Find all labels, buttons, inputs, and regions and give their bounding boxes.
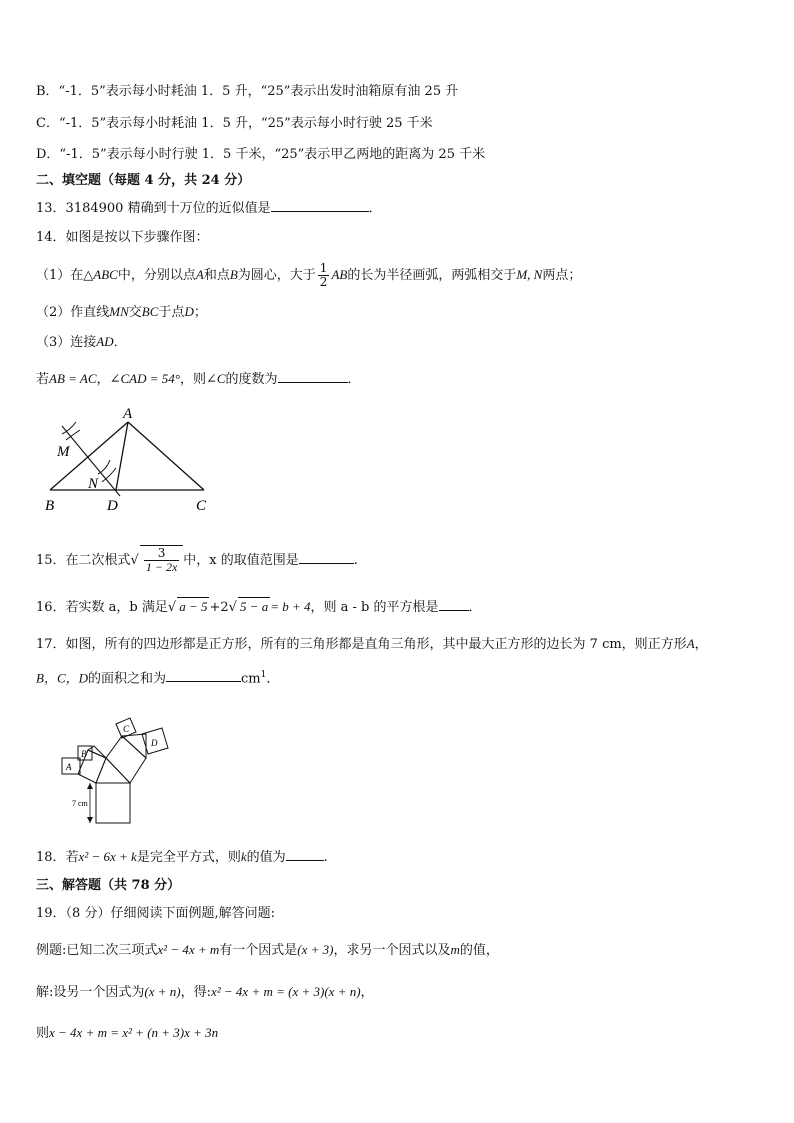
q18-end: .: [323, 850, 328, 865]
q16-a: 16．若实数 a，b 满足: [36, 600, 168, 615]
label-m: M: [57, 444, 70, 460]
triangle-left: [88, 746, 106, 758]
q14-segment-ab: AB: [331, 267, 348, 282]
q14-cond-end: ．: [347, 372, 361, 387]
q14-frac-num: 1: [319, 261, 328, 275]
label-side-length: 7 cm: [72, 799, 88, 808]
q14-cond-c: ，则: [179, 372, 206, 387]
q14-step1-c: 和点: [203, 268, 230, 283]
q16-radical-1: √: [167, 600, 177, 615]
q16-radicand-2: 5 − a: [239, 599, 269, 614]
label-square-b: B: [81, 749, 87, 759]
q14-step2-c: 于点: [158, 305, 185, 320]
section-3-title: 三、解答题（共 78 分）: [36, 878, 181, 893]
q14-cond-a: 若: [36, 372, 50, 387]
q19-ex-factor: (x + 3): [297, 942, 334, 957]
section-2-title: 二、填空题（每题 4 分，共 24 分）: [36, 173, 251, 188]
q17-answer-blank[interactable]: [166, 669, 241, 682]
q17-squares-figure: [50, 710, 190, 828]
q17-squares-bcd: B，C，D: [36, 670, 89, 686]
q16-b: ，则 a - b 的平方根是: [310, 600, 439, 615]
q14-cond-angle: ∠CAD = 54°: [109, 371, 180, 386]
q13-answer-blank[interactable]: [271, 199, 369, 212]
q14-step1: [36, 262, 581, 289]
q19-intro: 19．（8 分）仔细阅读下面例题,解答问题:: [36, 906, 275, 921]
label-n: N: [88, 476, 99, 492]
q14-step2-a: （2）作直线: [36, 305, 110, 320]
q19-sol-c: ，: [360, 985, 374, 1000]
q18-b: 是完全平方式，则: [136, 850, 241, 865]
q14-triangle: △ABC: [83, 267, 118, 282]
q19-then-a: 则: [36, 1026, 50, 1041]
q14-step2-d: ；: [193, 305, 207, 320]
q15-fraction: [144, 547, 179, 574]
q16-plus2: +2: [209, 600, 229, 615]
q15-b: 中，x 的取值范围是: [183, 553, 299, 568]
q15-num: 3: [144, 547, 179, 561]
q19-solution: [36, 983, 374, 1002]
q19-ex-b: 有一个因式是: [219, 943, 298, 958]
q14-step2: [36, 303, 207, 322]
q18-a: 18．若: [36, 850, 79, 865]
q19-ex-m: m: [450, 942, 460, 957]
q17-text-1-end: ，: [694, 637, 708, 652]
q14-step1-a: （1）在: [36, 268, 84, 283]
q16-rhs: = b + 4: [270, 599, 311, 614]
q14-segment-bc: BC: [141, 304, 159, 319]
segment-ad-line: [116, 422, 128, 490]
q15-a: 15．在二次根式: [36, 553, 131, 568]
q14-point-a: A: [195, 267, 204, 282]
label-square-a: A: [66, 762, 72, 772]
q13-text: 13．3184900 精确到十万位的近似值是: [36, 201, 271, 216]
q16-end: ．: [468, 600, 482, 615]
q14-point-d: D: [184, 304, 194, 319]
option-d: D．“-1．5”表示每小时行驶 1．5 千米，“25”表示甲乙两地的距离为 25 千米: [36, 147, 486, 162]
q14-step1-e: 的长为半径画弧，两弧相交于: [347, 268, 517, 283]
question-18: [36, 848, 328, 867]
q14-step1-f: 两点；: [542, 268, 582, 283]
q17-unit: cm: [241, 671, 261, 687]
q19-then-eq: x − 4x + m = x² + (n + 3)x + 3n: [49, 1025, 219, 1040]
q19-ex-expr: x² − 4x + m: [157, 942, 220, 957]
q14-points-mn: M, N: [516, 267, 543, 282]
q14-segment-ad: AD: [96, 334, 114, 349]
q14-frac-den: 2: [319, 275, 328, 289]
q15-radicand: [140, 545, 183, 576]
big-square: [96, 783, 130, 823]
q19-sol-b: ，得:: [180, 985, 211, 1000]
q15-end: .: [353, 553, 358, 568]
label-c: C: [196, 498, 207, 514]
dimension-arrow-bottom: [87, 817, 93, 823]
q14-cond-d: 的度数为: [225, 372, 278, 387]
label-b: B: [45, 498, 55, 514]
q14-cond-b: ，: [96, 372, 110, 387]
q14-fraction: [318, 262, 330, 289]
q19-sol-a: 解:设另一个因式为: [36, 985, 145, 1000]
q19-ex-c: ，求另一个因式以及: [333, 943, 451, 958]
q16-radicand-1: a − 5: [179, 599, 208, 614]
q14-point-b: B: [229, 267, 238, 282]
q17-line-2: [36, 666, 279, 688]
q18-expr: x² − 6x + k: [78, 849, 137, 864]
q13-end: ．: [368, 201, 382, 216]
q19-sol-eq: x² − 4x + m = (x + 3)(x + n): [210, 984, 361, 999]
q14-condition: [36, 370, 361, 389]
option-b: B．“-1．5”表示每小时耗油 1．5 升，“25”表示出发时油箱原有油 25 升: [36, 84, 459, 99]
label-d: D: [107, 498, 118, 514]
q19-sol-factor: (x + n): [144, 984, 181, 999]
segment-ac-line: [128, 422, 204, 490]
q17-square-a: A: [686, 636, 695, 651]
q17-text-2: 的面积之和为: [88, 671, 167, 687]
q16-radical-2: √: [228, 600, 237, 615]
q14-answer-blank[interactable]: [278, 370, 348, 383]
question-15: [36, 545, 358, 576]
q15-den: 1 − 2x: [145, 560, 178, 574]
q19-example: [36, 941, 499, 960]
q17-line-1: [36, 635, 708, 654]
option-c: C．“-1．5”表示每小时耗油 1．5 升，“25”表示每小时行驶 25 千米: [36, 116, 433, 131]
q14-line-mn: MN: [109, 304, 129, 319]
q17-unit-sup: 1: [260, 670, 267, 680]
q14-step2-b: 交: [128, 305, 142, 320]
q14-step3-a: （3）连接: [36, 335, 97, 350]
q14-triangle-figure: [40, 404, 220, 516]
q14-step1-b: 中，分别以点: [117, 268, 196, 283]
label-square-c: C: [123, 724, 130, 734]
dimension-arrow-top: [87, 783, 93, 789]
question-13: [36, 199, 382, 218]
q17-end: ．: [266, 671, 280, 687]
q18-c: 的值为: [246, 850, 286, 865]
square-right: [106, 736, 146, 783]
q14-step1-d: 为圆心，大于: [237, 268, 316, 283]
q15-answer-blank[interactable]: [299, 551, 354, 564]
q19-then: [36, 1024, 218, 1043]
triangle-right: [122, 734, 146, 758]
q14-step3: [36, 333, 127, 352]
q18-k: k: [240, 849, 247, 864]
q16-answer-blank[interactable]: [439, 598, 469, 611]
q14-cond-eq: AB = AC: [49, 371, 97, 386]
label-a: A: [123, 406, 133, 422]
question-16: [36, 597, 482, 617]
q14-step3-b: ．: [113, 335, 127, 350]
q14-angle-c: ∠C: [205, 371, 226, 386]
q15-radical-sign: √: [130, 553, 139, 568]
label-square-d: D: [151, 738, 158, 748]
q18-answer-blank[interactable]: [286, 848, 324, 861]
q19-ex-a: 例题:已知二次三项式: [36, 943, 158, 958]
q14-intro: 14．如图是按以下步骤作图：: [36, 230, 209, 245]
q19-ex-d: 的值，: [459, 943, 499, 958]
q17-text-1: 17．如图，所有的四边形都是正方形，所有的三角形都是直角三角形，其中最大正方形的边长为 7 cm，则正方形: [36, 637, 687, 652]
